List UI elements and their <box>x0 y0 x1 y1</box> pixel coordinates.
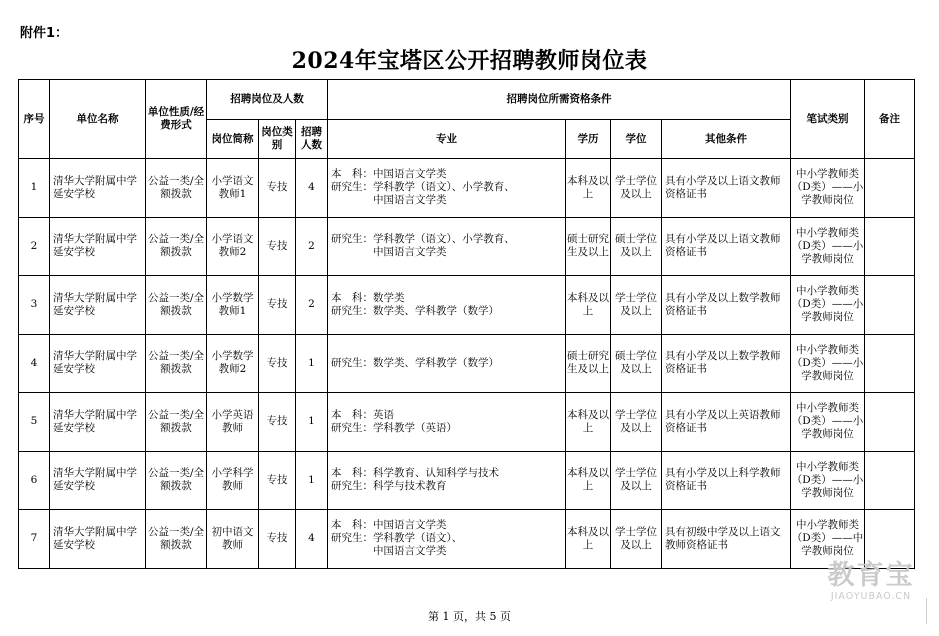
cell-other: 具有小学及以上语文教师资格证书 <box>662 159 791 218</box>
cell-seq: 2 <box>19 217 50 276</box>
major-line: 本 科：英语 <box>331 408 395 421</box>
cell-degree: 硕士学位及以上 <box>611 334 662 393</box>
cell-remark <box>865 217 915 276</box>
cell-exam: 中小学教师类（D类）——小学教师岗位 <box>791 334 865 393</box>
table-row <box>19 334 915 393</box>
cell-count: 1 <box>296 393 328 452</box>
major-line: 本 科：数学类 <box>331 291 405 304</box>
major-line: 中国语言文学类 <box>331 194 447 207</box>
major-line: 研究生：学科教学（语文）、小学教育、 <box>331 181 515 194</box>
header-position-type: 岗位类别 <box>259 120 296 159</box>
header-exam-type: 笔试类别 <box>791 80 865 159</box>
cell-remark <box>865 451 915 510</box>
major-line: 研究生：学科教学（英语） <box>331 421 458 434</box>
major-line: 本 科：科学教育、认知科学与技术 <box>331 467 500 480</box>
cell-education: 本科及以上 <box>566 159 611 218</box>
cell-position: 小学科学教师 <box>207 451 259 510</box>
cell-type: 专技 <box>259 276 296 335</box>
cell-degree: 学士学位及以上 <box>611 451 662 510</box>
header-other: 其他条件 <box>662 120 791 159</box>
cell-unit: 清华大学附属中学延安学校 <box>50 510 146 569</box>
cell-degree: 学士学位及以上 <box>611 276 662 335</box>
cell-other: 具有初级中学及以上语文教师资格证书 <box>662 510 791 569</box>
header-major: 专业 <box>328 120 566 159</box>
cell-position: 小学数学教师1 <box>207 276 259 335</box>
table-body <box>19 159 915 569</box>
cell-seq: 1 <box>19 159 50 218</box>
positions-table <box>18 79 915 569</box>
cell-other: 具有小学及以上科学教师资格证书 <box>662 451 791 510</box>
cell-position: 小学数学教师2 <box>207 334 259 393</box>
cell-nature: 公益一类/全额拨款 <box>146 217 207 276</box>
cell-remark <box>865 393 915 452</box>
cell-type: 专技 <box>259 451 296 510</box>
cell-count: 2 <box>296 217 328 276</box>
major-line: 研究生：学科教学（语文）、 <box>331 532 463 545</box>
cell-unit: 清华大学附属中学延安学校 <box>50 393 146 452</box>
cell-education: 硕士研究生及以上 <box>566 334 611 393</box>
header-requirements-group: 招聘岗位所需资格条件 <box>328 80 791 120</box>
table-row <box>19 451 915 510</box>
major-line: 本 科：中国语言文学类 <box>331 519 447 532</box>
cell-nature: 公益一类/全额拨款 <box>146 334 207 393</box>
cell-remark <box>865 276 915 335</box>
cell-exam: 中小学教师类（D类）——小学教师岗位 <box>791 217 865 276</box>
page-title: 2024年宝塔区公开招聘教师岗位表 <box>291 48 648 74</box>
cell-major <box>328 159 566 218</box>
header-unit-name: 单位名称 <box>50 80 146 159</box>
cell-seq: 7 <box>19 510 50 569</box>
page-edge-divider <box>926 598 937 624</box>
cell-major <box>328 276 566 335</box>
cell-other: 具有小学及以上语文教师资格证书 <box>662 217 791 276</box>
major-line: 研究生：学科教学（语文）、小学教育、 <box>331 233 515 246</box>
table-row <box>19 217 915 276</box>
major-line: 本 科：中国语言文学类 <box>331 168 447 181</box>
cell-education: 本科及以上 <box>566 276 611 335</box>
cell-count: 1 <box>296 334 328 393</box>
cell-seq: 6 <box>19 451 50 510</box>
attachment-label: 附件1： <box>20 26 69 41</box>
cell-education: 硕士研究生及以上 <box>566 217 611 276</box>
cell-exam: 中小学教师类（D类）——中学教师岗位 <box>791 510 865 569</box>
cell-seq: 3 <box>19 276 50 335</box>
major-line: 研究生：数学类、学科教学（数学） <box>331 304 500 317</box>
cell-count: 4 <box>296 510 328 569</box>
header-unit-nature: 单位性质/经费形式 <box>146 80 207 159</box>
cell-nature: 公益一类/全额拨款 <box>146 159 207 218</box>
cell-count: 2 <box>296 276 328 335</box>
major-line: 研究生：科学与技术教育 <box>331 480 447 493</box>
cell-nature: 公益一类/全额拨款 <box>146 451 207 510</box>
cell-other: 具有小学及以上数学教师资格证书 <box>662 334 791 393</box>
watermark-sub: JIAOYUBAO.CN <box>830 591 912 602</box>
cell-nature: 公益一类/全额拨款 <box>146 393 207 452</box>
page-footer: 第 1 页，共 5 页 <box>428 610 511 623</box>
table-row <box>19 276 915 335</box>
header-remark: 备注 <box>865 80 915 159</box>
cell-unit: 清华大学附属中学延安学校 <box>50 217 146 276</box>
cell-degree: 硕士学位及以上 <box>611 217 662 276</box>
table-row <box>19 159 915 218</box>
cell-major <box>328 510 566 569</box>
watermark-logo <box>821 561 921 603</box>
cell-education: 本科及以上 <box>566 393 611 452</box>
cell-degree: 学士学位及以上 <box>611 393 662 452</box>
cell-type: 专技 <box>259 393 296 452</box>
cell-education: 本科及以上 <box>566 510 611 569</box>
cell-unit: 清华大学附属中学延安学校 <box>50 159 146 218</box>
cell-position: 小学语文教师2 <box>207 217 259 276</box>
cell-unit: 清华大学附属中学延安学校 <box>50 451 146 510</box>
cell-exam: 中小学教师类（D类）——小学教师岗位 <box>791 451 865 510</box>
cell-remark <box>865 159 915 218</box>
cell-degree: 学士学位及以上 <box>611 510 662 569</box>
cell-other: 具有小学及以上英语教师资格证书 <box>662 393 791 452</box>
header-recruit-count: 招聘人数 <box>296 120 328 159</box>
cell-position: 小学英语教师 <box>207 393 259 452</box>
cell-seq: 4 <box>19 334 50 393</box>
cell-position: 初中语文教师 <box>207 510 259 569</box>
cell-unit: 清华大学附属中学延安学校 <box>50 276 146 335</box>
cell-major <box>328 451 566 510</box>
cell-nature: 公益一类/全额拨款 <box>146 276 207 335</box>
cell-unit: 清华大学附属中学延安学校 <box>50 334 146 393</box>
cell-count: 1 <box>296 451 328 510</box>
header-degree: 学位 <box>611 120 662 159</box>
table-row <box>19 393 915 452</box>
cell-type: 专技 <box>259 510 296 569</box>
major-line: 研究生：数学类、学科教学（数学） <box>331 356 500 369</box>
cell-seq: 5 <box>19 393 50 452</box>
cell-major <box>328 393 566 452</box>
cell-exam: 中小学教师类（D类）——小学教师岗位 <box>791 276 865 335</box>
cell-exam: 中小学教师类（D类）——小学教师岗位 <box>791 393 865 452</box>
major-line: 中国语言文学类 <box>331 545 447 558</box>
major-line: 中国语言文学类 <box>331 246 447 259</box>
header-seq: 序号 <box>19 80 50 159</box>
cell-major <box>328 334 566 393</box>
cell-count: 4 <box>296 159 328 218</box>
watermark-main: 教育宝 <box>827 560 915 591</box>
cell-degree: 学士学位及以上 <box>611 159 662 218</box>
cell-nature: 公益一类/全额拨款 <box>146 510 207 569</box>
table-row <box>19 510 915 569</box>
cell-exam: 中小学教师类（D类）——小学教师岗位 <box>791 159 865 218</box>
cell-type: 专技 <box>259 159 296 218</box>
cell-position: 小学语文教师1 <box>207 159 259 218</box>
header-positions-group: 招聘岗位及人数 <box>207 80 328 120</box>
cell-major <box>328 217 566 276</box>
header-education: 学历 <box>566 120 611 159</box>
cell-remark <box>865 334 915 393</box>
cell-type: 专技 <box>259 217 296 276</box>
cell-type: 专技 <box>259 334 296 393</box>
cell-other: 具有小学及以上数学教师资格证书 <box>662 276 791 335</box>
header-position-name: 岗位简称 <box>207 120 259 159</box>
cell-education: 本科及以上 <box>566 451 611 510</box>
